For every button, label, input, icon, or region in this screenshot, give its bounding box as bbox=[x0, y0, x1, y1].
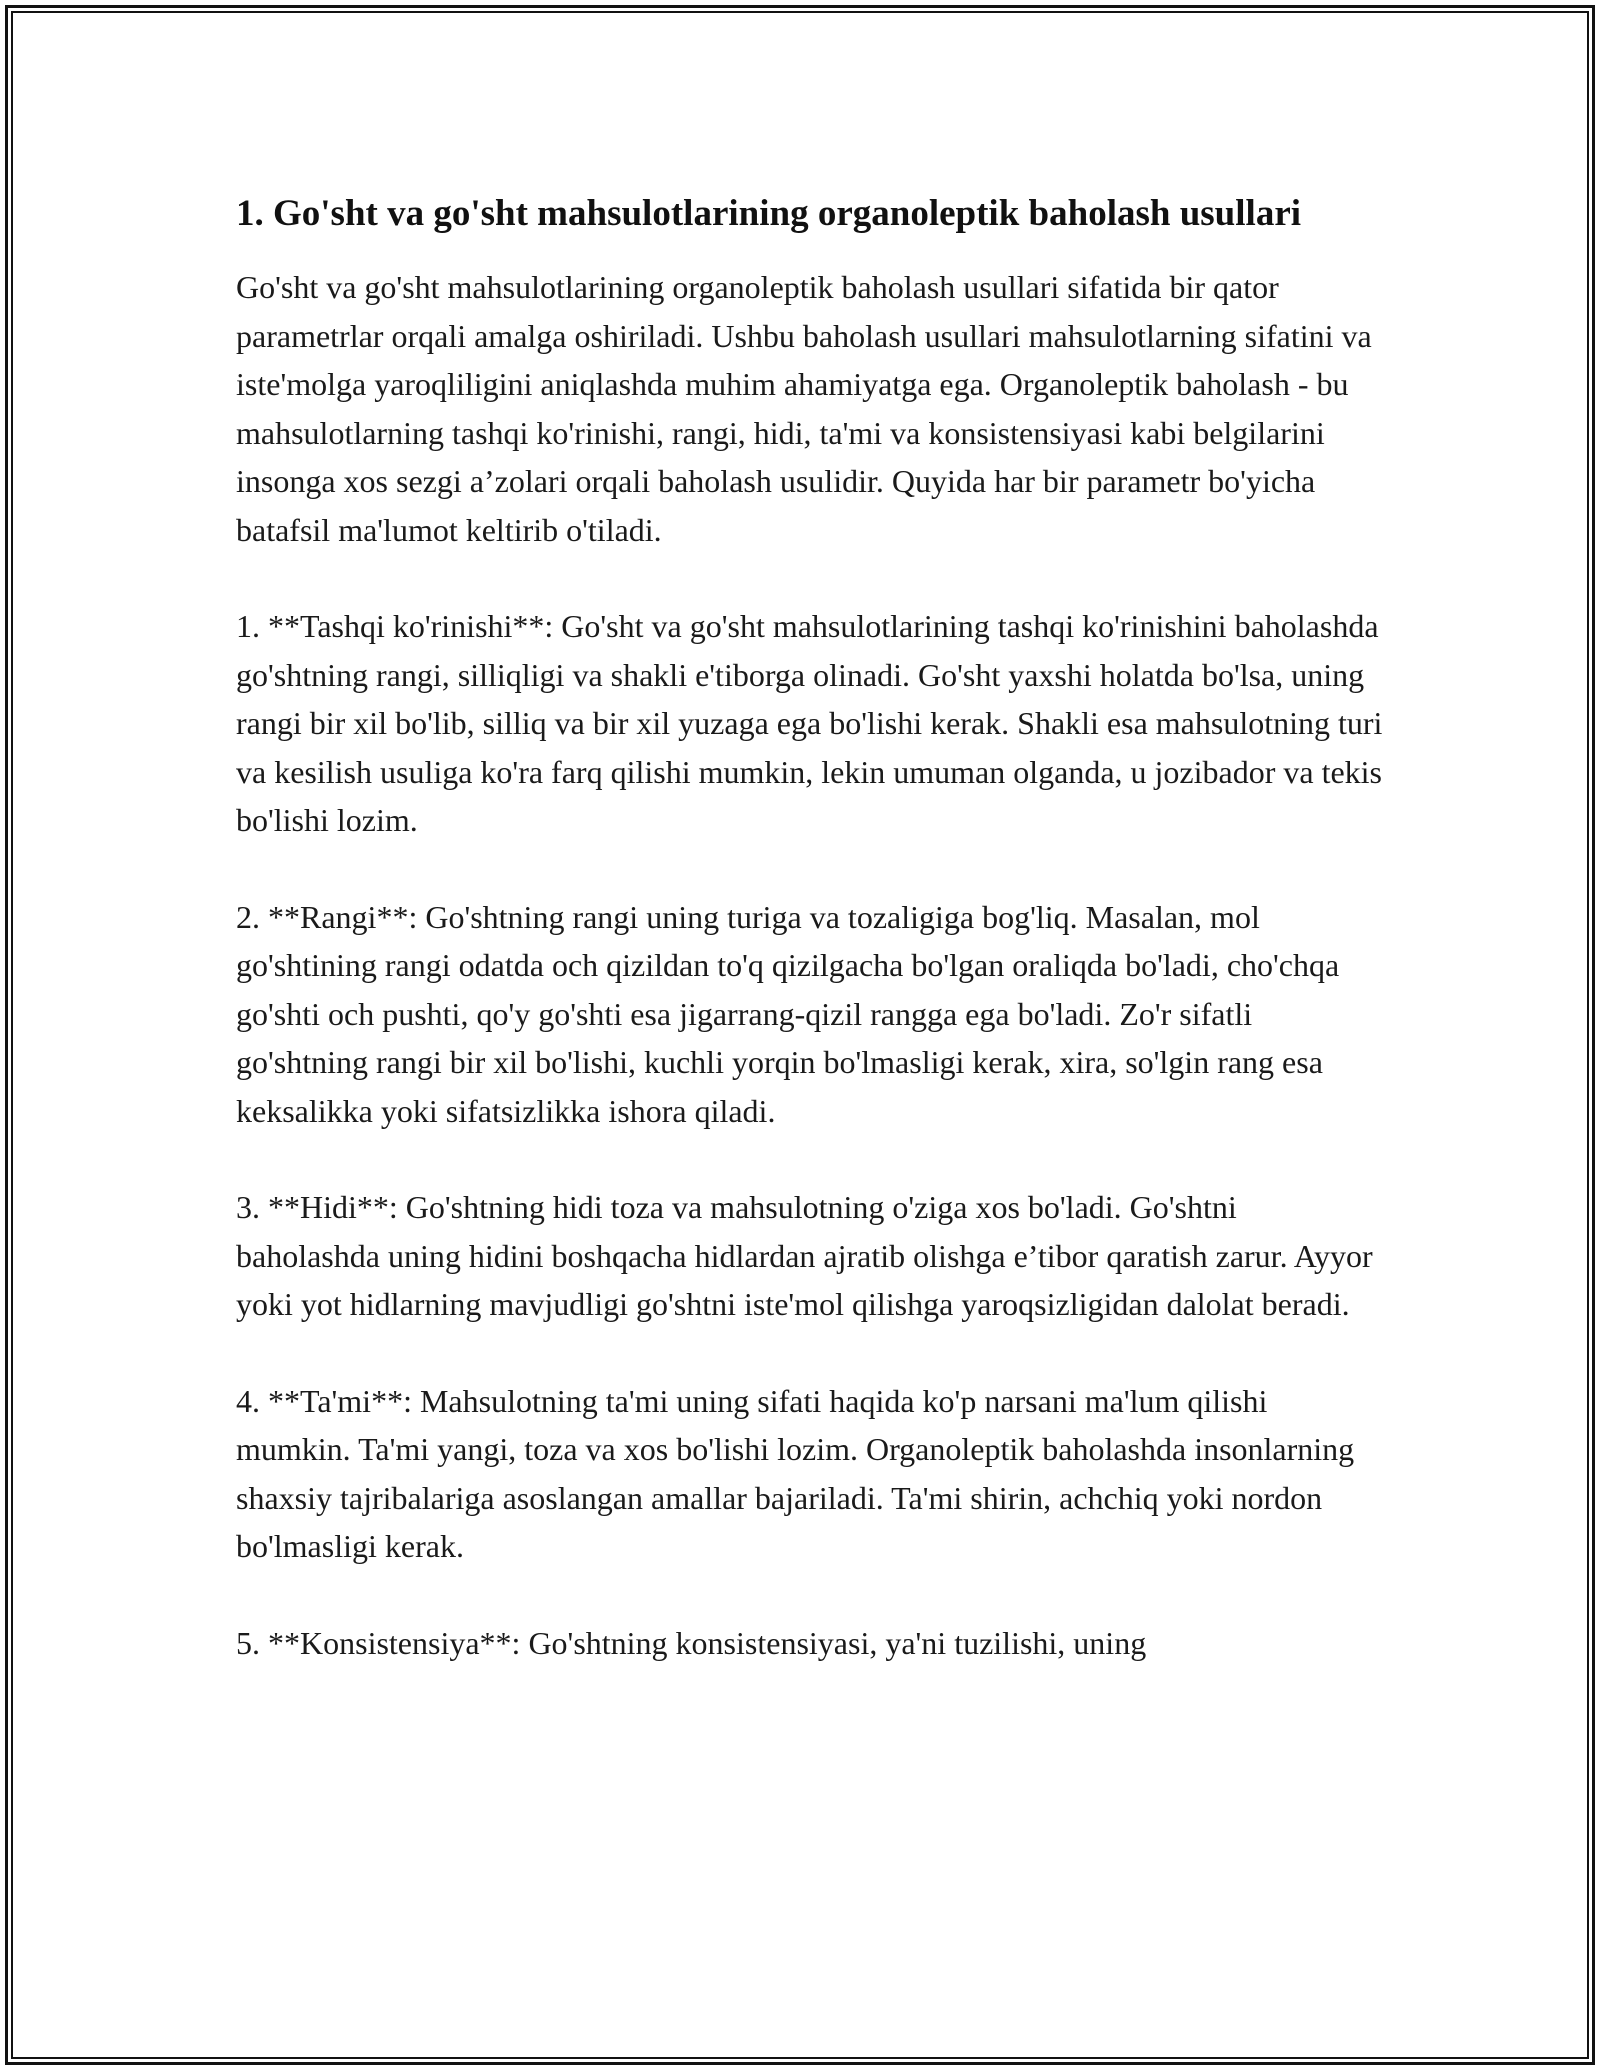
paragraph-color: 2. **Rangi**: Go'shtning rangi uning turiga va tozaligiga bog'liq. Masalan, mol go'shtining rangi odatda och qizildan to'q qizilgacha bo'lgan oraliqda bo'ladi, cho'chqa go'shti och pushti, qo'y go'shti esa jigarrang-qizil rangga ega bo'ladi. Zo'r sifatli go'shtning rangi bir xil bo'lishi, kuchli yorqin bo'lmasligi kerak, xira, so'lgin rang esa keksalikka yoki sifatsizlikka ishora qiladi. bbox=[236, 898, 1340, 1129]
paragraph-taste: 4. **Ta'mi**: Mahsulotning ta'mi uning sifati haqida ko'p narsani ma'lum qilishi mumkin. Ta'mi yangi, toza va xos bo'lishi lozim. Organoleptik baholashda insonlarning shaxsiy tajribalariga asoslangan amallar bajariladi. Ta'mi shirin, achchiq yoki nordon bo'lmasligi kerak. bbox=[236, 1382, 1355, 1564]
document-body bbox=[236, 186, 1386, 1715]
paragraph-appearance: 1. **Tashqi ko'rinishi**: Go'sht va go'sht mahsulotlarining tashqi ko'rinishini baholashda go'shtning rangi, silliqligi va shakli e'tiborga olinadi. Go'sht yaxshi holatda bo'lsa, uning rangi bir xil bo'lib, silliq va bir xil yuzaga ega bo'lishi kerak. Shakli esa mahsulotning turi va kesilish usuliga ko'ra farq qilishi mumkin, lekin umuman olganda, u jozibador va tekis bo'lishi lozim. bbox=[236, 608, 1383, 838]
document-title: 1. Go'sht va go'sht mahsulotlarining organoleptik baholash usullari bbox=[236, 193, 1302, 234]
paragraph-consistency: 5. **Konsistensiya**: Go'shtning konsistensiyasi, ya'ni tuzilishi, uning bbox=[236, 1624, 1147, 1661]
paragraph-smell: 3. **Hidi**: Go'shtning hidi toza va mahsulotning o'ziga xos bo'ladi. Go'shtni baholashda uning hidini boshqacha hidlardan ajratib olishga e’tibor qaratish zarur. Ayyor yoki yot hidlarning mavjudligi go'shtni iste'mol qilishga yaroqsizligidan dalolat beradi. bbox=[236, 1189, 1373, 1322]
intro-paragraph: Go'sht va go'sht mahsulotlarining organoleptik baholash usullari sifatida bir qator parametrlar orqali amalga oshiriladi. Ushbu baholash usullari mahsulotlarning sifatini va iste'molga yaroqliligini aniqlashda muhim ahamiyatga ega. Organoleptik baholash - bu mahsulotlarning tashqi ko'rinishi, rangi, hidi, ta'mi va konsistensiyasi kabi belgilarini insonga xos sezgi a’zolari orqali baholash usulidir. Quyida har bir parametr bo'yicha batafsil ma'lumot keltirib o'tiladi. bbox=[236, 269, 1372, 548]
